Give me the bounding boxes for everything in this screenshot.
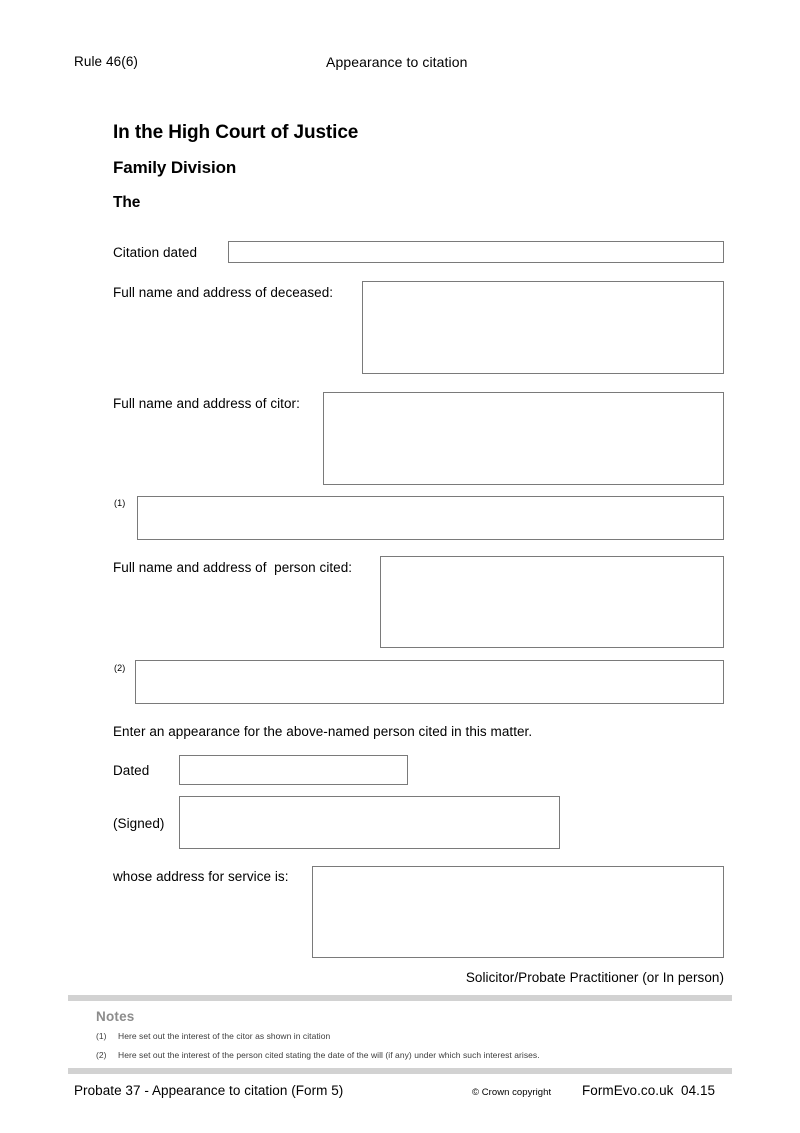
dated-label: Dated <box>113 763 150 778</box>
separator-bar-top <box>68 995 732 1001</box>
signature-caption: Solicitor/Probate Practitioner (or In person) <box>465 970 724 985</box>
citation-dated-label: Citation dated <box>113 245 198 260</box>
citor-name-address-input[interactable] <box>323 392 724 485</box>
person-cited-interest-input[interactable] <box>135 660 724 704</box>
appearance-statement: Enter an appearance for the above-named person cited in this matter. <box>113 724 533 739</box>
signed-input[interactable] <box>179 796 560 849</box>
court-heading-line3: The <box>113 194 141 211</box>
footer-brand[interactable]: FormEvo.co.uk 04.15 <box>582 1083 716 1098</box>
page-title: Appearance to citation <box>326 54 468 70</box>
notes-heading: Notes <box>96 1009 135 1024</box>
note-item-text: Here set out the interest of the person cited stating the date of the will (if any) under which such interest arises. <box>118 1050 540 1060</box>
citor-interest-input[interactable] <box>137 496 724 540</box>
address-for-service-label: whose address for service is: <box>113 869 289 884</box>
note-item-text: Here set out the interest of the citor as shown in citation <box>118 1031 331 1041</box>
note-item <box>96 1050 540 1060</box>
note-item-number: (2) <box>96 1050 107 1060</box>
dated-input[interactable] <box>179 755 408 785</box>
footer-copyright: © Crown copyright <box>472 1087 552 1098</box>
note-item-number: (1) <box>96 1031 107 1041</box>
citation-dated-input[interactable] <box>228 241 724 263</box>
address-for-service-input[interactable] <box>312 866 724 958</box>
person-cited-interest-note-marker: (2) <box>114 663 126 673</box>
note-item <box>96 1031 330 1041</box>
footer-form-name: Probate 37 - Appearance to citation (Form 5) <box>74 1083 344 1098</box>
signed-label: (Signed) <box>113 816 165 831</box>
rule-reference: Rule 46(6) <box>74 54 139 69</box>
citor-interest-note-marker: (1) <box>114 498 126 508</box>
deceased-name-address-label: Full name and address of deceased: <box>113 285 334 300</box>
person-cited-name-address-input[interactable] <box>380 556 724 648</box>
court-heading-line1: In the High Court of Justice <box>113 122 359 143</box>
deceased-name-address-input[interactable] <box>362 281 724 374</box>
separator-bar-bottom <box>68 1068 732 1074</box>
citor-name-address-label: Full name and address of citor: <box>113 396 300 411</box>
court-heading-line2: Family Division <box>113 158 237 177</box>
person-cited-name-address-label: Full name and address of person cited: <box>113 560 353 575</box>
